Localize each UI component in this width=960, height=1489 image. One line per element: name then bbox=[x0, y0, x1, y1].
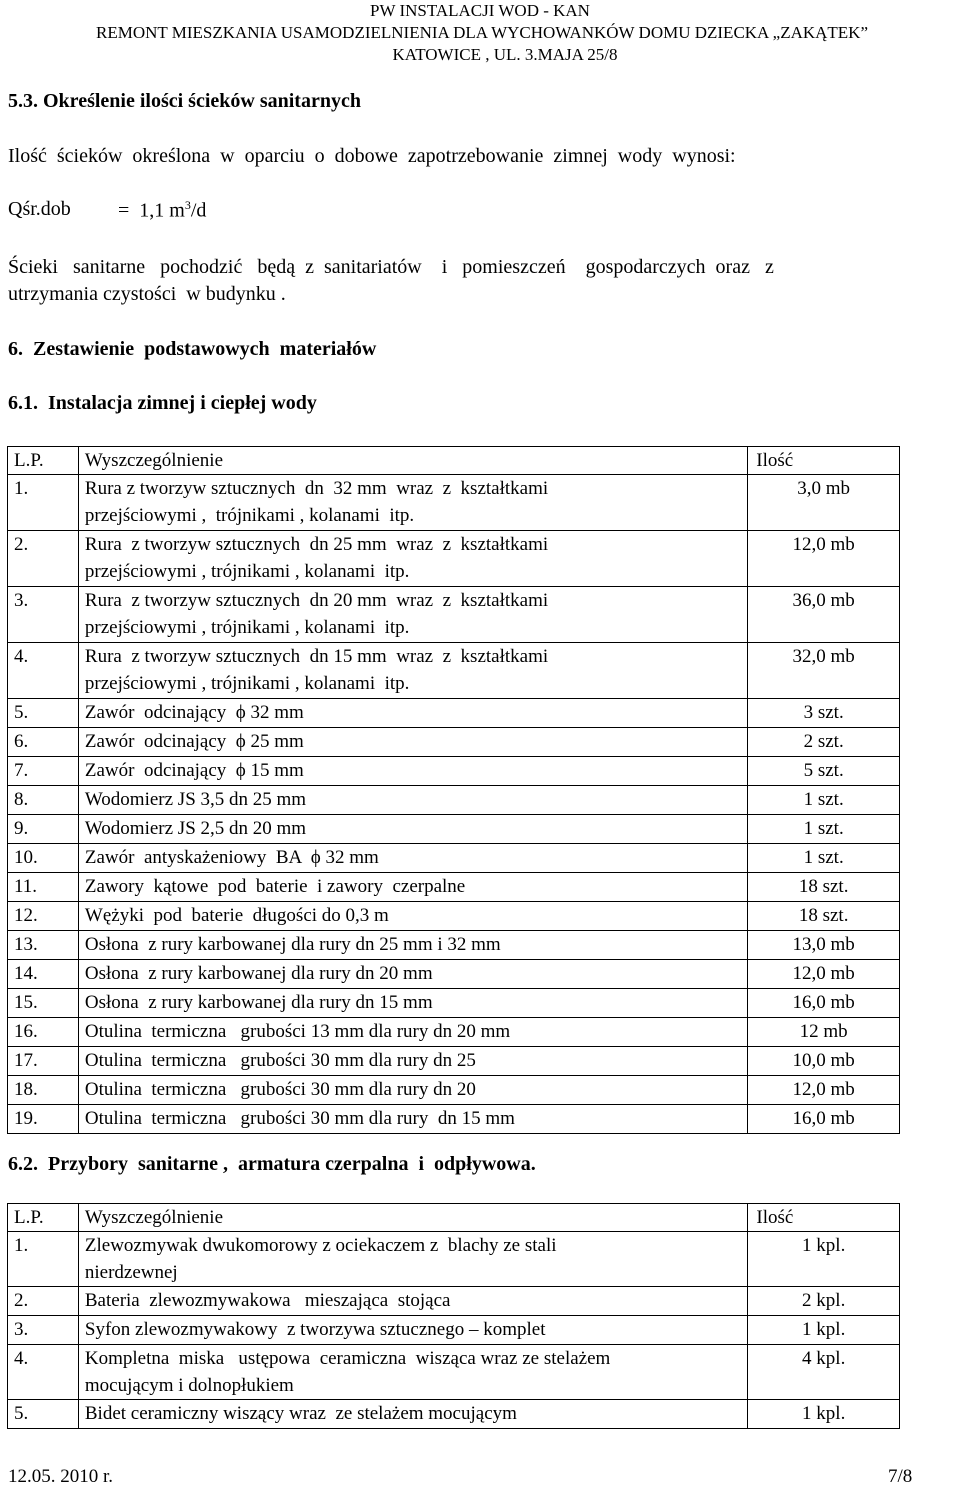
row-number: 2. bbox=[8, 531, 79, 587]
row-number: 1. bbox=[8, 1232, 79, 1287]
row-number: 4. bbox=[8, 643, 79, 699]
quantity-header: Ilość bbox=[748, 447, 900, 475]
row-description bbox=[78, 1105, 747, 1134]
description-line1: Otulina termiczna grubości 30 mm dla rury dn 25 bbox=[84, 1050, 476, 1071]
row-quantity: 1 kpl. bbox=[748, 1316, 900, 1345]
row-description bbox=[78, 1345, 748, 1400]
row-quantity: 2 szt. bbox=[748, 728, 900, 757]
row-description bbox=[78, 1076, 747, 1105]
row-quantity: 1 szt. bbox=[748, 844, 900, 873]
quantity-header: Ilość bbox=[748, 1204, 900, 1232]
description-line1: Kompletna miska ustępowa ceramiczna wisząca wraz ze stelażem bbox=[84, 1348, 611, 1369]
row-quantity: 2 kpl. bbox=[748, 1287, 900, 1316]
row-quantity: 1 kpl. bbox=[748, 1232, 900, 1287]
table1-header-row bbox=[8, 447, 900, 475]
formula-unit: /d bbox=[190, 199, 207, 222]
table-row bbox=[8, 873, 900, 902]
row-quantity: 5 szt. bbox=[748, 757, 900, 786]
table-row bbox=[8, 815, 900, 844]
table-row bbox=[8, 931, 900, 960]
row-number: 8. bbox=[8, 786, 79, 815]
description-line2: nierdzewnej bbox=[84, 1262, 178, 1283]
table-row bbox=[8, 1105, 900, 1134]
description-line2: przejściowymi , trójnikami , kolanami itp. bbox=[84, 673, 410, 694]
description-line1: Bateria zlewozmywakowa mieszająca stojąca bbox=[84, 1290, 451, 1311]
description-line1: Wodomierz JS 3,5 dn 25 mm bbox=[84, 789, 307, 810]
row-number: 5. bbox=[8, 699, 79, 728]
description-line1: Wodomierz JS 2,5 dn 20 mm bbox=[84, 818, 307, 839]
materials-table-water bbox=[7, 446, 900, 1134]
row-description bbox=[78, 699, 747, 728]
formula-label: Qśr.dob bbox=[8, 198, 71, 220]
description-line1: Bidet ceramiczny wiszący wraz ze stelażem mocującym bbox=[84, 1403, 517, 1424]
row-description bbox=[78, 587, 747, 643]
description-line1: Otulina termiczna grubości 30 mm dla rury dn 20 bbox=[84, 1079, 476, 1100]
row-description bbox=[78, 815, 747, 844]
formula-sup: 3 bbox=[184, 198, 191, 212]
row-description bbox=[78, 960, 747, 989]
row-quantity: 1 kpl. bbox=[748, 1400, 900, 1429]
row-number: 9. bbox=[8, 815, 79, 844]
paragraph-line1: Ścieki sanitarne pochodzić będą z sanitariatów i pomieszczeń gospodarczych oraz z bbox=[8, 256, 774, 278]
description-line2: przejściowymi , trójnikami , kolanami itp. bbox=[84, 561, 410, 582]
description-line2: mocującym i dolnopłukiem bbox=[84, 1375, 294, 1396]
table-row bbox=[8, 960, 900, 989]
table-row bbox=[8, 1047, 900, 1076]
description-line1: Syfon zlewozmywakowy z tworzywa sztucznego – komplet bbox=[84, 1319, 546, 1340]
row-description bbox=[78, 902, 747, 931]
description-line2: przejściowymi , trójnikami , kolanami itp. bbox=[84, 617, 410, 638]
description-line1: Rura z tworzyw sztucznych dn 20 mm wraz z kształtkami bbox=[84, 590, 549, 611]
row-quantity: 12,0 mb bbox=[748, 531, 900, 587]
description-line1: Osłona z rury karbowanej dla rury dn 25 mm i 32 mm bbox=[84, 934, 501, 955]
table-row bbox=[8, 989, 900, 1018]
row-number: 11. bbox=[8, 873, 79, 902]
table-row bbox=[8, 1345, 900, 1400]
row-description bbox=[78, 1232, 748, 1287]
description-line1: Zawór odcinający ϕ 25 mm bbox=[84, 731, 304, 752]
table-row bbox=[8, 1316, 900, 1345]
paragraph-line2: utrzymania czystości w budynku . bbox=[8, 283, 286, 305]
table-row bbox=[8, 1232, 900, 1287]
materials-table-fixtures bbox=[7, 1203, 900, 1429]
intro-text: Ilość ścieków określona w oparciu o dobowe zapotrzebowanie zimnej wody wynosi: bbox=[8, 145, 736, 167]
row-description bbox=[78, 844, 747, 873]
row-description bbox=[78, 873, 747, 902]
row-number: 5. bbox=[8, 1400, 79, 1429]
row-description bbox=[78, 757, 747, 786]
section-title: 5.3. Określenie ilości ścieków sanitarnych bbox=[8, 90, 361, 112]
row-number: 13. bbox=[8, 931, 79, 960]
row-quantity: 16,0 mb bbox=[748, 989, 900, 1018]
row-description bbox=[78, 728, 747, 757]
description-line1: Osłona z rury karbowanej dla rury dn 20 mm bbox=[84, 963, 433, 984]
footer-page-number: 7/8 bbox=[888, 1466, 913, 1487]
description-line1: Osłona z rury karbowanej dla rury dn 15 mm bbox=[84, 992, 433, 1013]
description-line1: Zawór odcinający ϕ 32 mm bbox=[84, 702, 304, 723]
row-number: 3. bbox=[8, 587, 79, 643]
row-quantity: 12,0 mb bbox=[748, 960, 900, 989]
description-line1: Otulina termiczna grubości 13 mm dla rury dn 20 mm bbox=[84, 1021, 511, 1042]
table-row bbox=[8, 902, 900, 931]
row-quantity: 36,0 mb bbox=[748, 587, 900, 643]
table-row bbox=[8, 728, 900, 757]
description-line2: przejściowymi , trójnikami , kolanami itp. bbox=[84, 505, 415, 526]
table-row bbox=[8, 1076, 900, 1105]
row-description bbox=[78, 1287, 748, 1316]
row-number: 2. bbox=[8, 1287, 79, 1316]
row-quantity: 12,0 mb bbox=[748, 1076, 900, 1105]
table-row bbox=[8, 475, 900, 531]
description-line1: Rura z tworzyw sztucznych dn 25 mm wraz z kształtkami bbox=[84, 534, 549, 555]
section-6-title: 6. Zestawienie podstawowych materiałów bbox=[8, 338, 377, 360]
description-line1: Wężyki pod baterie długości do 0,3 m bbox=[84, 905, 389, 926]
row-quantity: 3 szt. bbox=[748, 699, 900, 728]
row-quantity: 4 kpl. bbox=[748, 1345, 900, 1400]
description-line1: Zawór antyskażeniowy BA ϕ 32 mm bbox=[84, 847, 379, 868]
table-row bbox=[8, 531, 900, 587]
description-line1: Otulina termiczna grubości 30 mm dla rury dn 15 mm bbox=[84, 1108, 515, 1129]
row-number: 12. bbox=[8, 902, 79, 931]
description-line1: Rura z tworzyw sztucznych dn 15 mm wraz z kształtkami bbox=[84, 646, 549, 667]
footer-date: 12.05. 2010 r. bbox=[8, 1466, 114, 1487]
row-number: 1. bbox=[8, 475, 79, 531]
table-row bbox=[8, 1400, 900, 1429]
row-number: 18. bbox=[8, 1076, 79, 1105]
row-number: 4. bbox=[8, 1345, 79, 1400]
row-quantity: 3,0 mb bbox=[748, 475, 900, 531]
row-number: 3. bbox=[8, 1316, 79, 1345]
row-description bbox=[78, 1018, 747, 1047]
row-quantity: 1 szt. bbox=[748, 815, 900, 844]
row-description bbox=[78, 475, 747, 531]
table-row bbox=[8, 643, 900, 699]
table-row bbox=[8, 1018, 900, 1047]
description-line1: Zlewozmywak dwukomorowy z ociekaczem z blachy ze stali bbox=[84, 1235, 557, 1256]
row-quantity: 32,0 mb bbox=[748, 643, 900, 699]
table-row bbox=[8, 844, 900, 873]
doc-header-line1: PW INSTALACJI WOD - KAN bbox=[370, 1, 590, 20]
formula-value bbox=[118, 198, 206, 223]
description-header: Wyszczególnienie bbox=[78, 447, 747, 475]
row-description bbox=[78, 786, 747, 815]
row-number: 7. bbox=[8, 757, 79, 786]
row-quantity: 16,0 mb bbox=[748, 1105, 900, 1134]
row-number: 6. bbox=[8, 728, 79, 757]
table-row bbox=[8, 1287, 900, 1316]
row-description bbox=[78, 1400, 748, 1429]
row-number: 10. bbox=[8, 844, 79, 873]
row-number: 19. bbox=[8, 1105, 79, 1134]
lp-header: L.P. bbox=[8, 447, 79, 475]
section-61-title: 6.1. Instalacja zimnej i ciepłej wody bbox=[8, 392, 317, 414]
description-line1: Rura z tworzyw sztucznych dn 32 mm wraz z kształtkami bbox=[84, 478, 549, 499]
description-line1: Zawory kątowe pod baterie i zawory czerpalne bbox=[84, 876, 466, 897]
formula-eq: = 1,1 m bbox=[118, 199, 185, 222]
row-quantity: 13,0 mb bbox=[748, 931, 900, 960]
section-62-title: 6.2. Przybory sanitarne , armatura czerpalna i odpływowa. bbox=[8, 1153, 536, 1175]
row-number: 17. bbox=[8, 1047, 79, 1076]
row-number: 14. bbox=[8, 960, 79, 989]
row-quantity: 18 szt. bbox=[748, 873, 900, 902]
row-number: 15. bbox=[8, 989, 79, 1018]
description-header: Wyszczególnienie bbox=[78, 1204, 748, 1232]
row-number: 16. bbox=[8, 1018, 79, 1047]
row-quantity: 18 szt. bbox=[748, 902, 900, 931]
table-row bbox=[8, 786, 900, 815]
table2-header-row bbox=[8, 1204, 900, 1232]
row-quantity: 1 szt. bbox=[748, 786, 900, 815]
table-row bbox=[8, 587, 900, 643]
row-quantity: 12 mb bbox=[748, 1018, 900, 1047]
description-line1: Zawór odcinający ϕ 15 mm bbox=[84, 760, 304, 781]
row-description bbox=[78, 1316, 748, 1345]
row-quantity: 10,0 mb bbox=[748, 1047, 900, 1076]
table-row bbox=[8, 757, 900, 786]
doc-header-line2: REMONT MIESZKANIA USAMODZIELNIENIA DLA WYCHOWANKÓW DOMU DZIECKA „ZAKĄTEK” bbox=[95, 23, 868, 42]
lp-header: L.P. bbox=[8, 1204, 79, 1232]
row-description bbox=[78, 531, 747, 587]
table-row bbox=[8, 699, 900, 728]
row-description bbox=[78, 1047, 747, 1076]
row-description bbox=[78, 989, 747, 1018]
doc-header-line3: KATOWICE , UL. 3.MAJA 25/8 bbox=[392, 45, 618, 64]
row-description bbox=[78, 643, 747, 699]
row-description bbox=[78, 931, 747, 960]
